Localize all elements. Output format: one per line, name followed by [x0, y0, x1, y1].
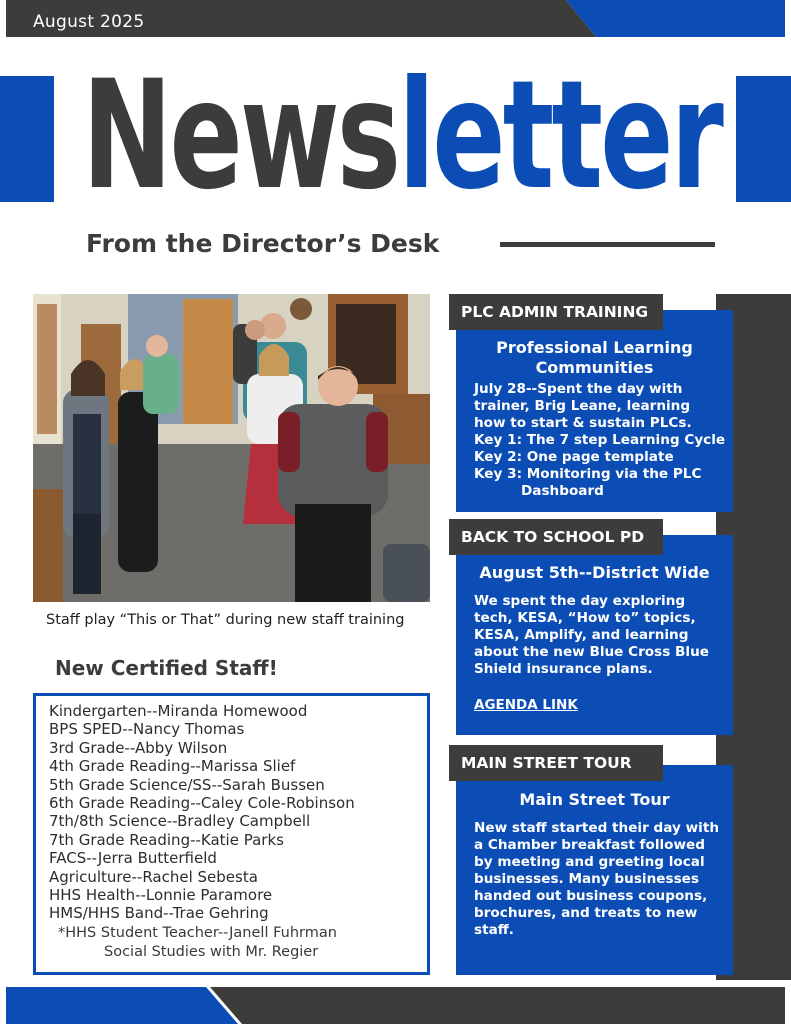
list-item: 4th Grade Reading--Marissa Slief: [49, 757, 296, 776]
student-teacher-note: *HHS Student Teacher--Janell Fuhrman: [58, 925, 337, 941]
list-item: HHS Health--Lonnie Paramore: [49, 886, 273, 905]
plc-tab: PLC ADMIN TRAINING: [449, 294, 663, 330]
bottom-banner-blue: [6, 987, 238, 1024]
list-item: 7th Grade Reading--Katie Parks: [49, 830, 284, 849]
tour-line: staff.: [474, 922, 514, 938]
issue-date: August 2025: [33, 12, 145, 32]
pd-card: [456, 535, 733, 735]
list-item: Kindergarten--Miranda Homewood: [49, 702, 308, 720]
pd-tab: BACK TO SCHOOL PD: [449, 519, 663, 555]
plc-line: Key 1: The 7 step Learning Cycle: [474, 432, 726, 448]
pd-line: tech, KESA, “How to” topics,: [474, 610, 696, 626]
tour-body: [474, 820, 719, 939]
pd-line: about the new Blue Cross Blue: [474, 644, 709, 660]
photo-caption: Staff play “This or That” during new staff training: [46, 612, 405, 628]
tour-line: handed out business coupons,: [474, 888, 708, 904]
agenda-link[interactable]: AGENDA LINK: [474, 697, 578, 713]
bottom-banner-dark: [210, 987, 785, 1024]
student-teacher-subject: Social Studies with Mr. Regier: [104, 944, 319, 960]
plc-line: Dashboard: [521, 483, 604, 499]
tour-line: brochures, and treats to new: [474, 905, 698, 921]
plc-line: Key 2: One page template: [474, 449, 674, 465]
pd-heading: August 5th--District Wide: [479, 563, 710, 582]
list-item: 5th Grade Science/SS--Sarah Bussen: [49, 775, 325, 794]
list-item: 6th Grade Reading--Caley Cole-Robinson: [49, 794, 355, 813]
tour-line: businesses. Many businesses: [474, 871, 699, 887]
plc-line: July 28--Spent the day with: [474, 381, 683, 397]
new-staff-box: [33, 693, 430, 975]
top-banner-blue: [566, 0, 785, 37]
plc-body: [474, 381, 725, 500]
list-item: Agriculture--Rachel Sebesta: [49, 867, 258, 886]
tour-line: a Chamber breakfast followed: [474, 837, 705, 853]
pd-body: [474, 593, 709, 678]
plc-heading: Professional Learning Communities: [496, 338, 693, 377]
masthead-left-accent: [0, 76, 54, 202]
masthead-letter: letter: [398, 49, 721, 223]
plc-line: Key 3: Monitoring via the PLC: [474, 466, 702, 482]
tour-card: [456, 765, 733, 975]
new-staff-list: [49, 702, 355, 923]
tour-line: New staff started their day with: [474, 820, 720, 836]
new-staff-title: New Certified Staff!: [55, 656, 278, 680]
masthead-right-accent: [736, 76, 791, 202]
page-subtitle: From the Director’s Desk: [86, 229, 440, 258]
plc-line: how to start & sustain PLCs.: [474, 415, 692, 431]
list-item: BPS SPED--Nancy Thomas: [49, 720, 245, 739]
pd-line: KESA, Amplify, and learning: [474, 627, 689, 643]
plc-line: trainer, Brig Leane, learning: [474, 398, 691, 414]
tour-tab: MAIN STREET TOUR: [449, 745, 663, 781]
list-item: 3rd Grade--Abby Wilson: [49, 738, 228, 757]
staff-photo-illustration: [33, 294, 430, 602]
pd-line: Shield insurance plans.: [474, 661, 653, 677]
subtitle-divider: [500, 242, 715, 247]
plc-card: [456, 310, 733, 512]
list-item: FACS--Jerra Butterfield: [49, 849, 217, 868]
list-item: 7th/8th Science--Bradley Campbell: [49, 812, 311, 831]
staff-training-photo: [33, 294, 430, 602]
masthead-title: [82, 49, 721, 223]
pd-line: We spent the day exploring: [474, 593, 686, 609]
tour-line: by meeting and greeting local: [474, 854, 705, 870]
list-item: HMS/HHS Band--Trae Gehring: [49, 904, 269, 923]
tour-heading: Main Street Tour: [519, 790, 670, 809]
masthead-news: News: [82, 49, 399, 223]
